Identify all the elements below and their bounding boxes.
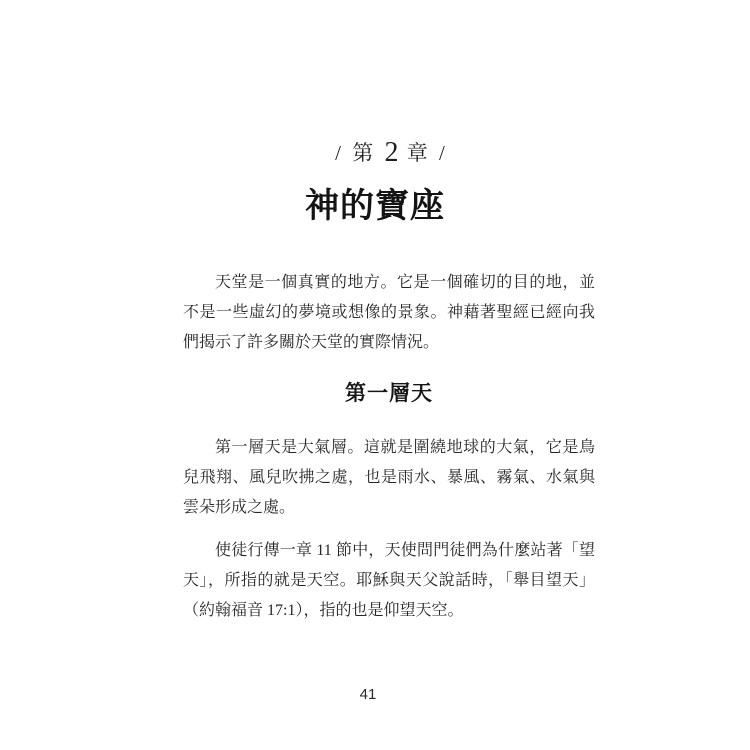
section-heading-first-heaven: 第一層天	[345, 381, 433, 405]
paragraph-intro: 天堂是一個真實的地方。它是一個確切的目的地，並不是一些虛幻的夢境或想像的景象。神藉著聖經已經向我們揭示了許多關於天堂的實際情況。	[183, 274, 595, 351]
chapter-heading-suffix: 章 /	[398, 141, 448, 165]
paragraph-first-heaven: 第一層天是大氣層。這就是圍繞地球的大氣，它是鳥兒飛翔、風兒吹拂之處，也是雨水、暴風、霧氣、水氣與雲朵形成之處。	[183, 439, 595, 516]
page-number: 41	[359, 686, 377, 703]
paragraph-acts-reference: 使徒行傳一章 11 節中，天使問門徒們為什麼站著「望天」，所指的就是天空。耶穌與天父說話時，「舉目望天」（約翰福音 17:1），指的也是仰望天空。	[183, 542, 595, 619]
chapter-title: 神的寶座	[305, 188, 445, 225]
chapter-heading-prefix: / 第	[335, 141, 385, 165]
chapter-number: 2	[384, 137, 399, 168]
